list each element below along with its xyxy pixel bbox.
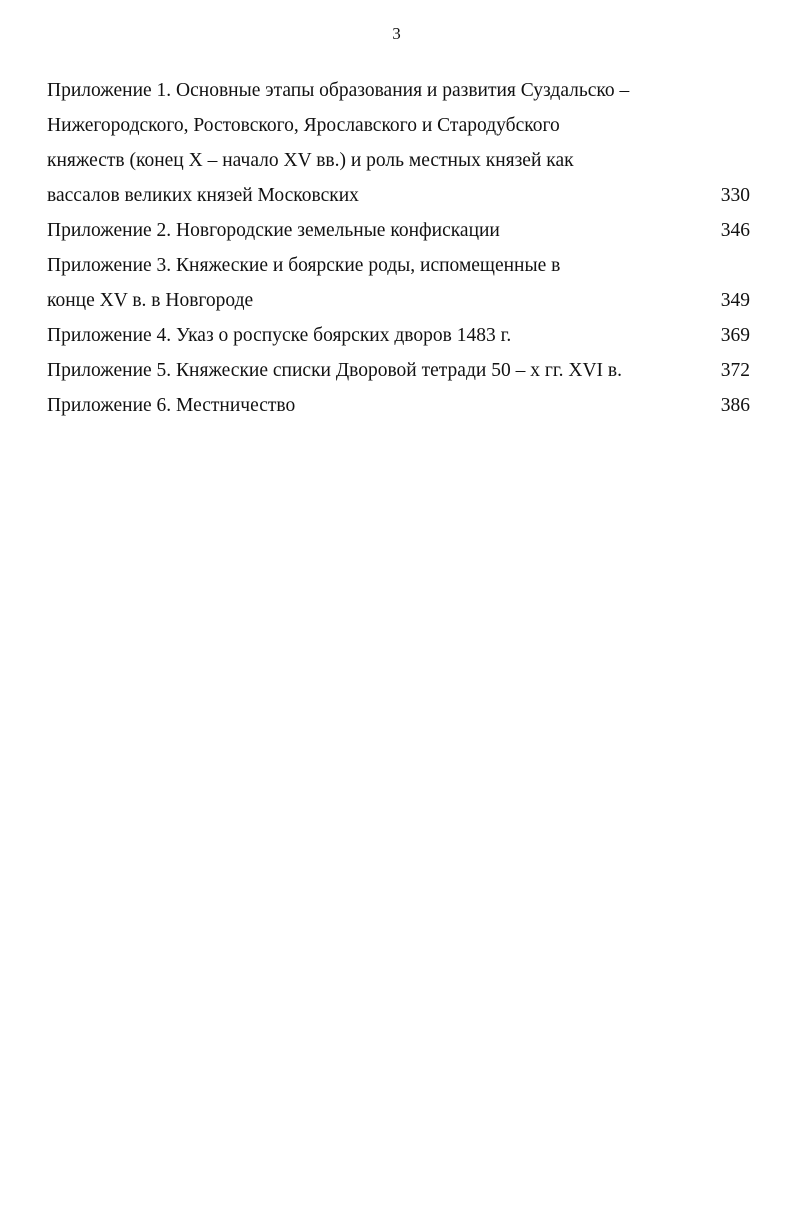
- toc-entry-page-number: 349: [720, 290, 750, 311]
- toc-entry-page-number: 369: [720, 325, 750, 346]
- toc-entry-title-line: конце XV в. в Новгороде: [47, 290, 254, 311]
- toc-entry-appendix-1: [47, 73, 750, 213]
- toc-entry-page-number: 372: [720, 360, 750, 381]
- toc-entry-appendix-6: [47, 388, 750, 423]
- toc-entry-page-number: 330: [720, 185, 750, 206]
- table-of-contents: [47, 73, 750, 423]
- toc-entry-title-line: Приложение 3. Княжеские и боярские роды, испомещенные в: [47, 255, 561, 276]
- page-number: 3: [392, 24, 401, 43]
- toc-entry-title-line: Приложение 1. Основные этапы образования и развития Суздальско –: [47, 80, 630, 101]
- toc-entry-title-line: Приложение 5. Княжеские списки Дворовой тетради 50 – х гг. XVI в.: [47, 360, 622, 381]
- toc-entry-appendix-2: [47, 213, 750, 248]
- toc-entry-title-line: Нижегородского, Ростовского, Ярославского и Стародубского: [47, 115, 560, 136]
- toc-entry-title-line: Приложение 4. Указ о роспуске боярских дворов 1483 г.: [47, 325, 512, 346]
- toc-entry-appendix-5: [47, 353, 750, 388]
- toc-entry-appendix-4: [47, 318, 750, 353]
- toc-entry-title-line: вассалов великих князей Московских: [47, 185, 359, 206]
- toc-entry-page-number: 386: [720, 395, 750, 416]
- toc-entry-title-line: Приложение 6. Местничество: [47, 395, 296, 416]
- toc-entry-page-number: 346: [720, 220, 750, 241]
- toc-entry-title-line: Приложение 2. Новгородские земельные конфискации: [47, 220, 500, 241]
- toc-entry-appendix-3: [47, 248, 750, 318]
- toc-entry-title-line: княжеств (конец X – начало XV вв.) и роль местных князей как: [47, 150, 574, 171]
